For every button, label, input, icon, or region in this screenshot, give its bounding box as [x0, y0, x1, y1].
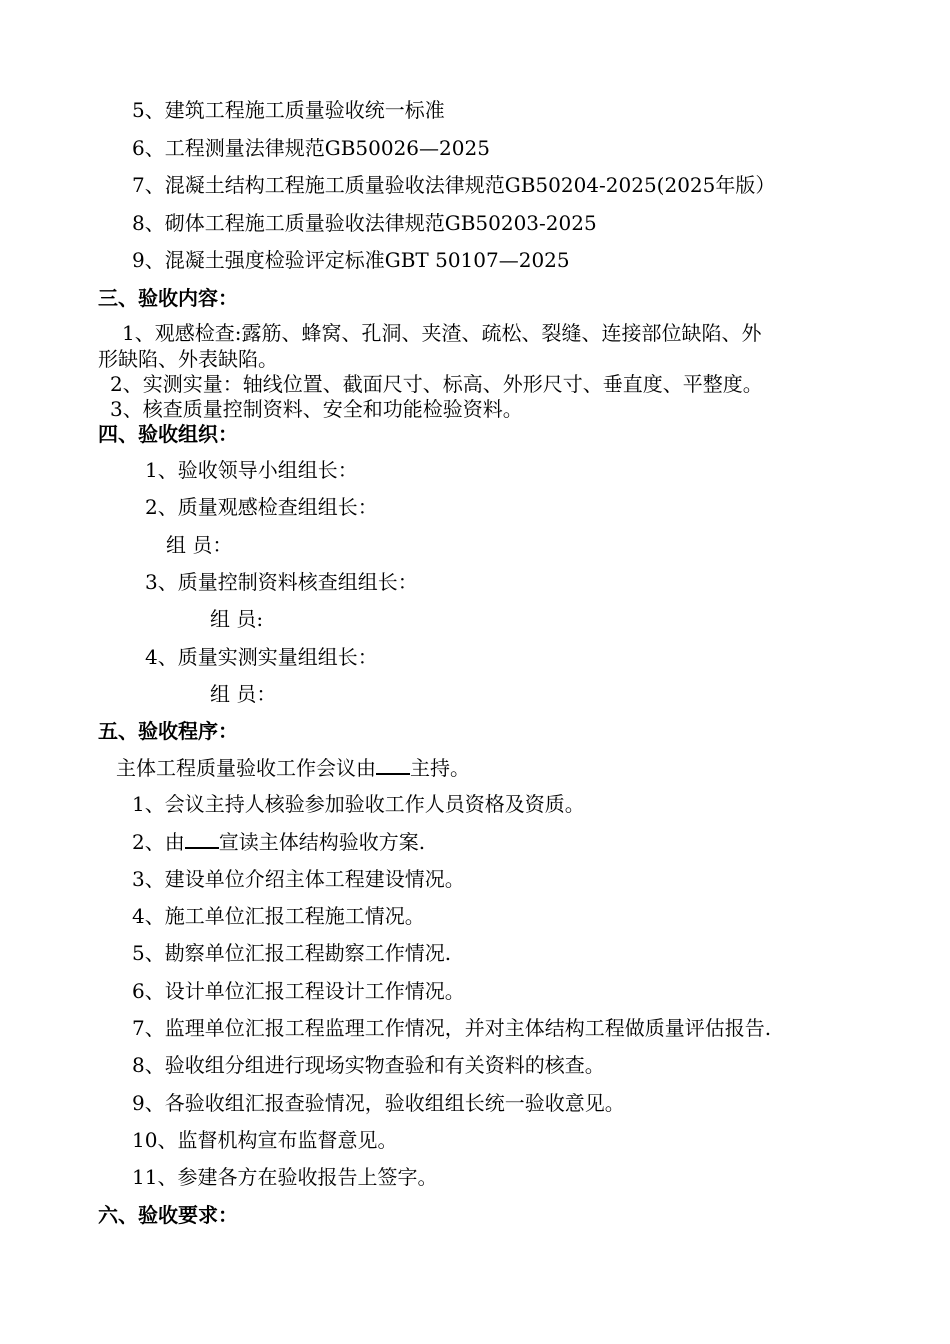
- procedure-step-3: 3、建设单位介绍主体工程建设情况。: [132, 867, 465, 891]
- procedure-step-7: 7、监理单位汇报工程监理工作情况，并对主体结构工程做质量评估报告.: [132, 1016, 772, 1040]
- procedure-step-8: 8、验收组分组进行现场实物查验和有关资料的核查。: [132, 1053, 605, 1077]
- standard-item-9: 9、混凝土强度检验评定标准GBT 50107—2025: [132, 248, 570, 272]
- org-docs-members: 组 员:: [210, 607, 264, 631]
- section-3-heading: 三、验收内容：: [98, 286, 238, 310]
- org-measure-leader: 4、质量实测实量组组长：: [145, 645, 378, 669]
- standard-item-5: 5、建筑工程施工质量验收统一标准: [132, 98, 445, 122]
- procedure-step-1: 1、会议主持人核验参加验收工作人员资格及资质。: [132, 792, 585, 816]
- section-5-heading: 五、验收程序：: [98, 719, 238, 743]
- org-docs-leader: 3、质量控制资料核查组组长：: [145, 570, 418, 594]
- procedure-step-10: 10、监督机构宣布监督意见。: [132, 1128, 398, 1152]
- procedure-step-4: 4、施工单位汇报工程施工情况。: [132, 904, 425, 928]
- procedure-step-11: 11、参建各方在验收报告上签字。: [132, 1165, 438, 1189]
- standard-item-6: 6、工程测量法律规范GB50026—2025: [132, 136, 490, 160]
- org-measure-members: 组 员：: [210, 682, 277, 706]
- procedure-step-2-tail: 宣读主体结构验收方案.: [218, 830, 426, 854]
- procedure-step-6: 6、设计单位汇报工程设计工作情况。: [132, 979, 465, 1003]
- section-4-heading: 四、验收组织：: [98, 422, 238, 446]
- procedure-intro-tail: 主持。: [410, 756, 470, 780]
- procedure-intro-text: 主体工程质量验收工作会议由: [116, 756, 376, 780]
- procedure-step-2: [132, 829, 425, 854]
- org-leader: 1、验收领导小组组长：: [145, 458, 358, 482]
- section-3-item-2: 2、实测实量：轴线位置、截面尺寸、标高、外形尺寸、垂直度、平整度。: [110, 372, 763, 396]
- standard-item-8: 8、砌体工程施工质量验收法律规范GB50203-2025: [132, 211, 597, 235]
- procedure-step-5: 5、勘察单位汇报工程勘察工作情况.: [132, 941, 452, 965]
- org-visual-members: 组 员：: [166, 533, 233, 557]
- standard-item-7: 7、混凝土结构工程施工质量验收法律规范GB50204-2025(2025年版）: [132, 173, 776, 197]
- section-3-item-1-cont: 形缺陷、外表缺陷。: [98, 347, 278, 371]
- section-3-item-3: 3、核查质量控制资料、安全和功能检验资料。: [110, 397, 523, 421]
- reader-blank: [185, 829, 219, 849]
- org-visual-leader: 2、质量观感检查组组长：: [145, 495, 378, 519]
- section-3-item-1: 1、观感检查:露筋、蜂窝、孔洞、夹渣、疏松、裂缝、连接部位缺陷、外: [122, 321, 762, 345]
- host-blank: [376, 755, 410, 775]
- section-6-heading: 六、验收要求：: [98, 1203, 238, 1227]
- procedure-intro: [116, 755, 470, 780]
- procedure-step-2-text: 2、由: [132, 830, 185, 854]
- procedure-step-9: 9、各验收组汇报查验情况，验收组组长统一验收意见。: [132, 1091, 625, 1115]
